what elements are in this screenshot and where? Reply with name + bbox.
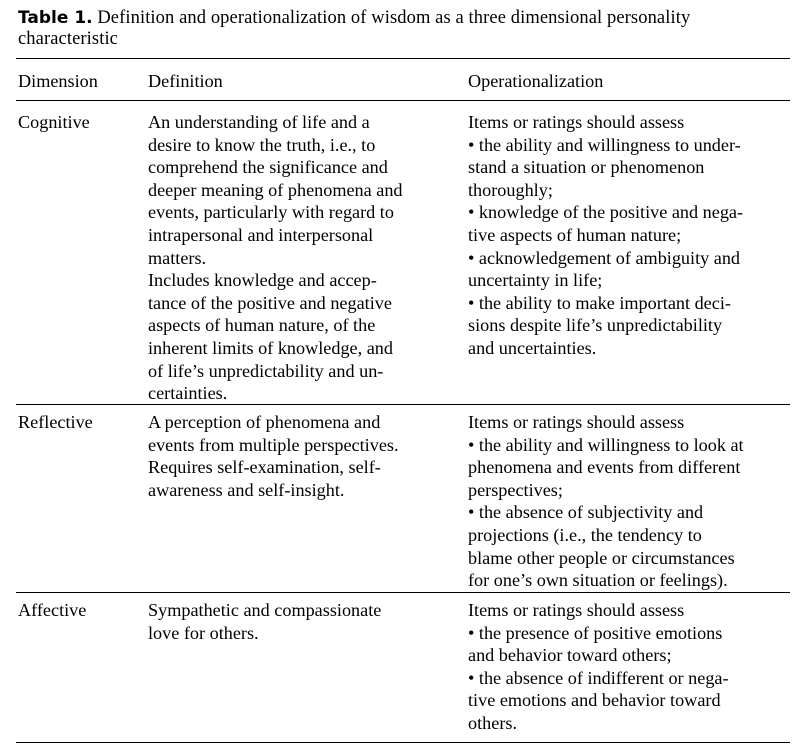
row-affective-operationalization: Items or ratings should assess • the presence of positive emotions and behavior toward others; • the absence of indifferent or nega- tive emotions and behavior toward others. bbox=[468, 600, 729, 733]
header-definition: Definition bbox=[148, 71, 223, 91]
header-rule bbox=[16, 100, 790, 101]
table-top-rule bbox=[16, 58, 790, 59]
row-cognitive-definition: An understanding of life and a desire to know the truth, i.e., to comprehend the significance and deeper meaning of phenomena and events, particularly with regard to intrapersonal and interpersonal matters. Includes knowledge and accep- tance of the positive and negative aspects of human nature, of the inherent limits of knowledge, and of life’s unpredictability and un- certainties. bbox=[148, 112, 403, 404]
table-label: Table 1. bbox=[18, 8, 93, 28]
row-divider bbox=[16, 592, 790, 593]
row-reflective-dimension: Reflective bbox=[18, 412, 93, 432]
row-reflective-definition: A perception of phenomena and events from multiple perspectives. Requires self-examination, self- awareness and self-insight. bbox=[148, 412, 399, 500]
header-operationalization: Operationalization bbox=[468, 71, 604, 91]
table-caption bbox=[18, 8, 793, 50]
header-dimension: Dimension bbox=[18, 71, 98, 91]
table-title: Definition and operationalization of wisdom as a three dimensional personality characteristic bbox=[18, 8, 691, 49]
row-affective-definition: Sympathetic and compassionate love for others. bbox=[148, 600, 382, 643]
row-cognitive-operationalization: Items or ratings should assess • the ability and willingness to under- stand a situation or phenomenon thoroughly; • knowledge of the positive and nega- tive aspects of human nature; • acknowledgement of ambiguity and uncertainty in life; • the ability to make important deci- sions despite life’s unpredictability and uncertainties. bbox=[468, 112, 744, 358]
table-bottom-rule bbox=[16, 742, 790, 743]
row-affective-dimension: Affective bbox=[18, 600, 87, 620]
row-reflective-operationalization: Items or ratings should assess • the ability and willingness to look at phenomena and events from different perspectives; • the absence of subjectivity and projections (i.e., the tendency to blame other people or circumstances for one’s own situation or feelings). bbox=[468, 412, 744, 591]
row-divider bbox=[16, 404, 790, 405]
row-cognitive-dimension: Cognitive bbox=[18, 112, 90, 132]
